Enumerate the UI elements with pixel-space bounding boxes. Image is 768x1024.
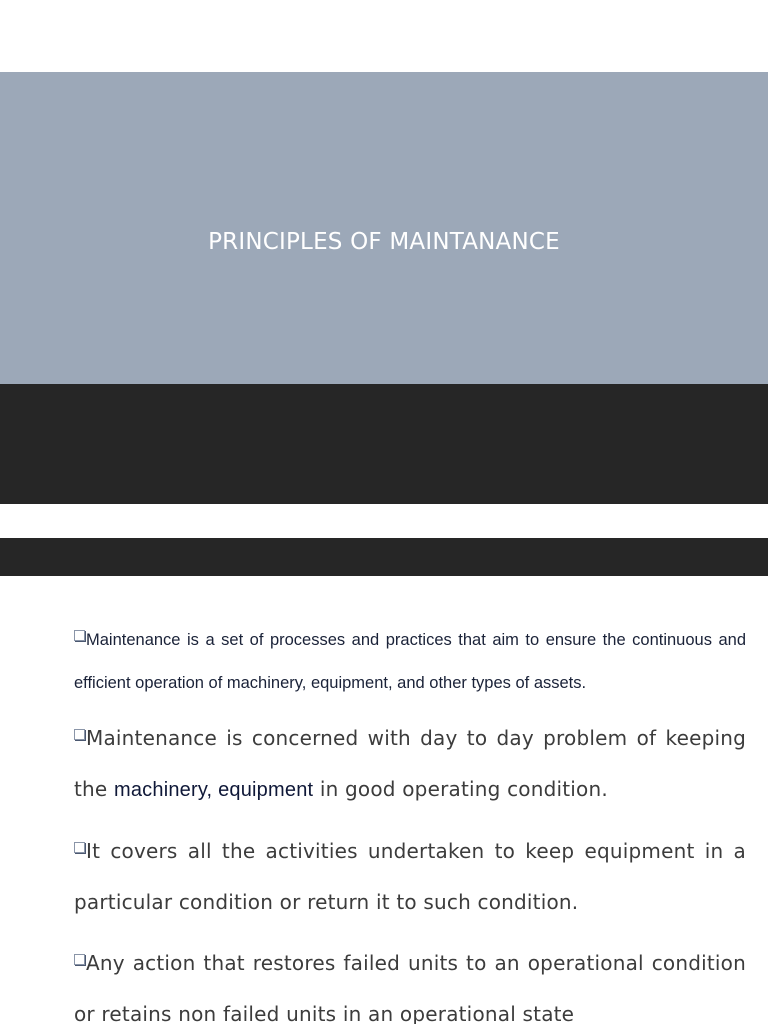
hollow-square-icon	[74, 630, 85, 641]
bullet-text: Maintenance is a set of processes and practices that aim to ensure the continuous and efficient operation of machinery, equipment, and other types of assets.	[74, 631, 746, 692]
slide-title: PRINCIPLES OF MAINTANANCE	[208, 229, 560, 255]
dark-footer-band	[0, 384, 768, 504]
hollow-square-icon	[74, 842, 85, 853]
hollow-square-icon	[74, 729, 85, 740]
bullet-item-definition	[74, 619, 746, 705]
bullet-item-restore	[74, 938, 746, 1024]
bullet-text: Maintenance is concerned with day to day problem of keeping the	[74, 726, 746, 801]
dark-header-band	[0, 538, 768, 576]
bullet-item-concern	[74, 713, 746, 816]
bullet-text: in good operating condition.	[313, 777, 608, 801]
hollow-square-icon	[74, 954, 85, 965]
bullet-highlight: machinery, equipment	[113, 779, 314, 801]
bullet-text: Any action that restores failed units to an operational condition or retains non failed units in an operational state	[74, 951, 746, 1024]
bullet-list	[74, 626, 746, 1024]
bullet-text: It covers all the activities undertaken to keep equipment in a particular condition or return it to such condition.	[74, 839, 746, 914]
bullet-item-coverage	[74, 826, 746, 928]
